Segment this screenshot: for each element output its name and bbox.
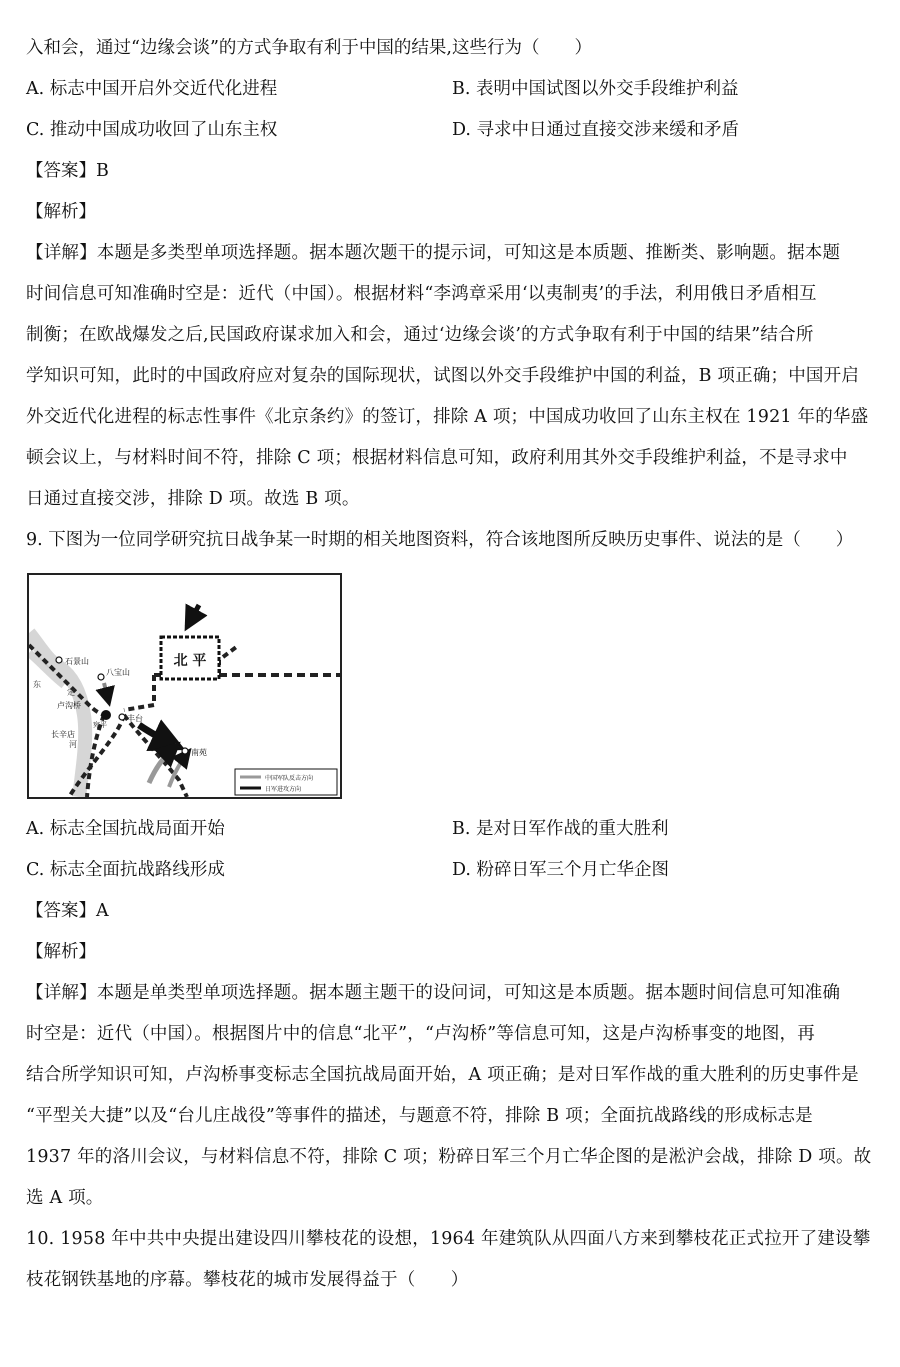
- q8-option-a: A. 标志中国开启外交近代化进程: [26, 79, 278, 99]
- railway-line: [124, 715, 187, 797]
- q8-option-d: D. 寻求中日通过直接交涉来缓和矛盾: [452, 120, 740, 140]
- japanese-attack-arrow: [139, 725, 179, 747]
- fengtai-label: 丰台: [127, 714, 143, 723]
- railway-line: [124, 675, 154, 710]
- nanyuan-label: 南苑: [191, 748, 207, 757]
- changxindian-label: 长辛店: [51, 730, 75, 739]
- q9-option-d: D. 粉碎日军三个月亡华企图: [452, 860, 670, 880]
- chinese-counter-arrow: [104, 683, 109, 703]
- q8-option-c: C. 推动中国成功收回了山东主权: [26, 120, 278, 140]
- legend-japanese-label: 日军进攻方向: [265, 786, 302, 793]
- shijingshan-label: 石景山: [65, 657, 89, 666]
- q8-detail-line: 顿会议上，与材料时间不符，排除 C 项；根据材料信息可知，政府利用其外交手段维护利益，不是寻求中: [26, 448, 848, 468]
- q8-detail-line: 时间信息可知准确时空是：近代（中国）。根据材料“李鸿章采用‘以夷制夷’的手法，利用俄日矛盾相互: [26, 284, 817, 304]
- legend-chinese-label: 中国军队反击方向: [265, 775, 314, 782]
- q8-option-b: B. 表明中国试图以外交手段维护利益: [452, 79, 739, 99]
- shijingshan-marker: [56, 657, 62, 663]
- q8-stem-tail: 入和会，通过“边缘会谈”的方式争取有利于中国的结果,这些行为（ ）: [26, 38, 592, 58]
- q8-answer: 【答案】B: [26, 161, 109, 181]
- q8-detail-line: 【详解】本题是多类型单项选择题。据本题次题干的提示词，可知这是本质题、推断类、影响题。据本题: [26, 243, 841, 263]
- q9-analysis-label: 【解析】: [26, 942, 96, 962]
- river-label: 河: [69, 740, 77, 749]
- q10-stem-line: 10. 1958 年中共中央提出建设四川攀枝花的设想，1964 年建筑队从四面八方来到攀枝花正式拉开了建设攀: [26, 1229, 871, 1249]
- beiping-city: [161, 637, 219, 679]
- q9-detail-line: 【详解】本题是单类型单项选择题。据本题主题干的设问词，可知这是本质题。据本题时间信息可知准确: [26, 983, 841, 1003]
- q8-detail-line: 日通过直接交涉，排除 D 项。故选 B 项。: [26, 489, 360, 509]
- q9-detail-line: 选 A 项。: [26, 1188, 104, 1208]
- q9-option-c: C. 标志全面抗战路线形成: [26, 860, 225, 880]
- wanping-marker: [101, 710, 111, 720]
- q9-detail-line: “平型关大捷”以及“台儿庄战役”等事件的描述，与题意不符，排除 B 项；全面抗战路线的形成标志是: [26, 1106, 813, 1126]
- fengtai-marker: [119, 714, 125, 720]
- q9-answer: 【答案】A: [26, 901, 109, 921]
- lugouqiao-map: [27, 573, 342, 799]
- q9-detail-line: 时空是：近代（中国）。根据图片中的信息“北平”，“卢沟桥”等信息可知，这是卢沟桥事变的地图，再: [26, 1024, 815, 1044]
- q9-option-a: A. 标志全国抗战局面开始: [26, 819, 225, 839]
- q9-detail-line: 1937 年的洛川会议，与材料信息不符，排除 C 项；粉碎日军三个月亡华企图的是淞沪会战，排除 D 项。故: [26, 1147, 872, 1167]
- babaoshan-label: 八宝山: [106, 668, 130, 677]
- river-label: 定: [67, 688, 75, 697]
- river-label: 东: [33, 680, 41, 689]
- q8-detail-line: 学知识可知，此时的中国政府应对复杂的国际现状，试图以外交手段维护中国的利益，B 项正确；中国开启: [26, 366, 860, 386]
- q8-analysis-label: 【解析】: [26, 202, 96, 222]
- beiping-label: 北 平: [173, 653, 207, 669]
- q9-stem: 9. 下图为一位同学研究抗日战争某一时期的相关地图资料，符合该地图所反映历史事件、说法的是（ ）: [26, 530, 854, 550]
- babaoshan-marker: [98, 674, 104, 680]
- q9-detail-line: 结合所学知识可知，卢沟桥事变标志全国抗战局面开始，A 项正确；是对日军作战的重大胜利的历史事件是: [26, 1065, 859, 1085]
- japanese-attack-arrow: [187, 605, 199, 627]
- map-legend: [235, 769, 337, 795]
- wanping-label: 宛平: [93, 721, 107, 729]
- nanyuan-marker: [182, 748, 188, 754]
- q9-option-b: B. 是对日军作战的重大胜利: [452, 819, 669, 839]
- lugouqiao-label: 卢沟桥: [57, 701, 81, 710]
- railway-line: [219, 645, 239, 675]
- q8-detail-line: 制衡；在欧战爆发之后,民国政府谋求加入和会，通过‘边缘会谈’的方式争取有利于中国的结果”结合所: [26, 325, 814, 345]
- q10-stem-line: 枝花钢铁基地的序幕。攀枝花的城市发展得益于（ ）: [26, 1270, 469, 1290]
- q8-detail-line: 外交近代化进程的标志性事件《北京条约》的签订，排除 A 项；中国成功收回了山东主权在 1921 年的华盛: [26, 407, 869, 427]
